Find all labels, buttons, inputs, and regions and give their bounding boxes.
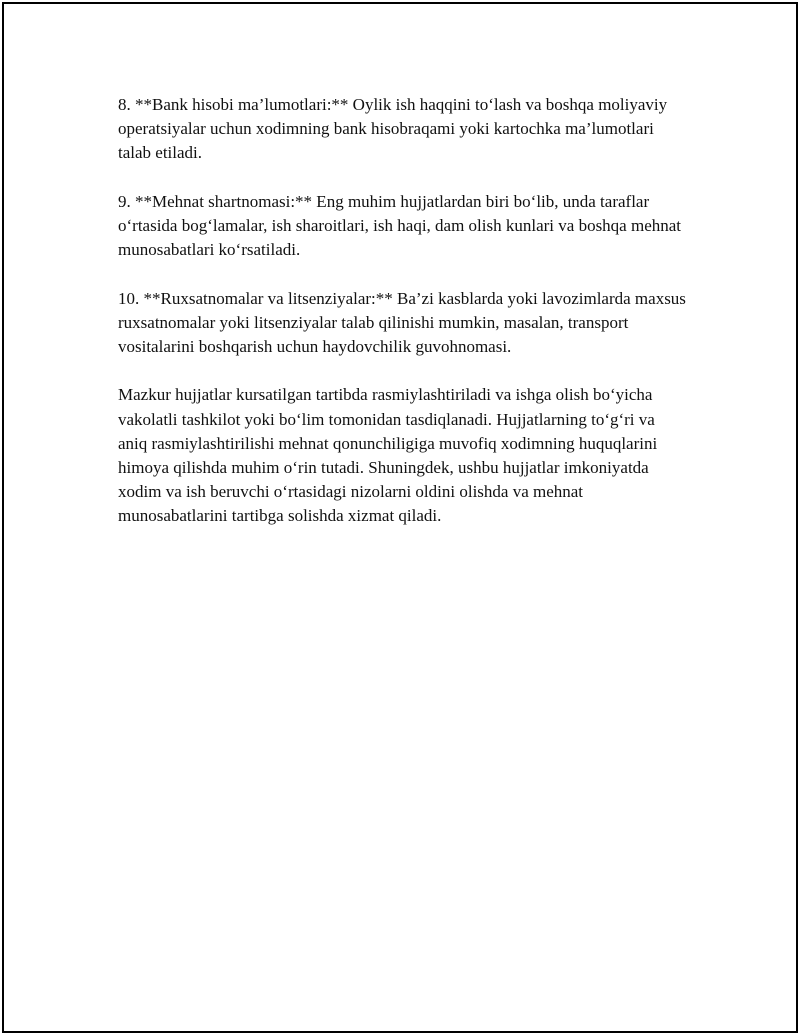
paragraph-bank-details: 8. **Bank hisobi ma’lumotlari:** Oylik ish haqqini to‘lash va boshqa moliyaviy operatsiyalar uchun xodimning bank hisobraqami yoki kartochka ma’lumotlari talab etiladi. bbox=[118, 95, 668, 163]
paragraph-permits-licenses: 10. **Ruxsatnomalar va litsenziyalar:** Ba’zi kasblarda yoki lavozimlarda maxsus ruxsatnomalar yoki litsenziyalar talab qilinishi mumkin, masalan, transport vositalarini boshqarish uchun haydovchilik guvohnomasi. bbox=[118, 288, 686, 356]
paragraph-conclusion: Mazkur hujjatlar kursatilgan tartibda rasmiylashtiriladi va ishga olish bo‘yicha vakolatli tashkilot yoki bo‘lim tomonidan tasdiqlanadi. Hujjatlarning to‘g‘ri va aniq rasmiylashtirilishi mehnat qonunchiligiga muvofiq xodimning huquqlarini himoya qilishda muhim o‘rin tutadi. Shuningdek, ushbu hujjatlar imkoniyatda xodim va ish beruvchi o‘rtasidagi nizolarni oldini olishda va mehnat munosabatlarini tartibga solishda xizmat qiladi. bbox=[118, 385, 658, 526]
document-body bbox=[118, 93, 688, 553]
paragraph-employment-contract: 9. **Mehnat shartnomasi:** Eng muhim hujjatlardan biri bo‘lib, unda taraflar o‘rtasida bog‘lamalar, ish sharoitlari, ish haqi, dam olish kunlari va boshqa mehnat munosabatlari ko‘rsatiladi. bbox=[118, 191, 682, 260]
